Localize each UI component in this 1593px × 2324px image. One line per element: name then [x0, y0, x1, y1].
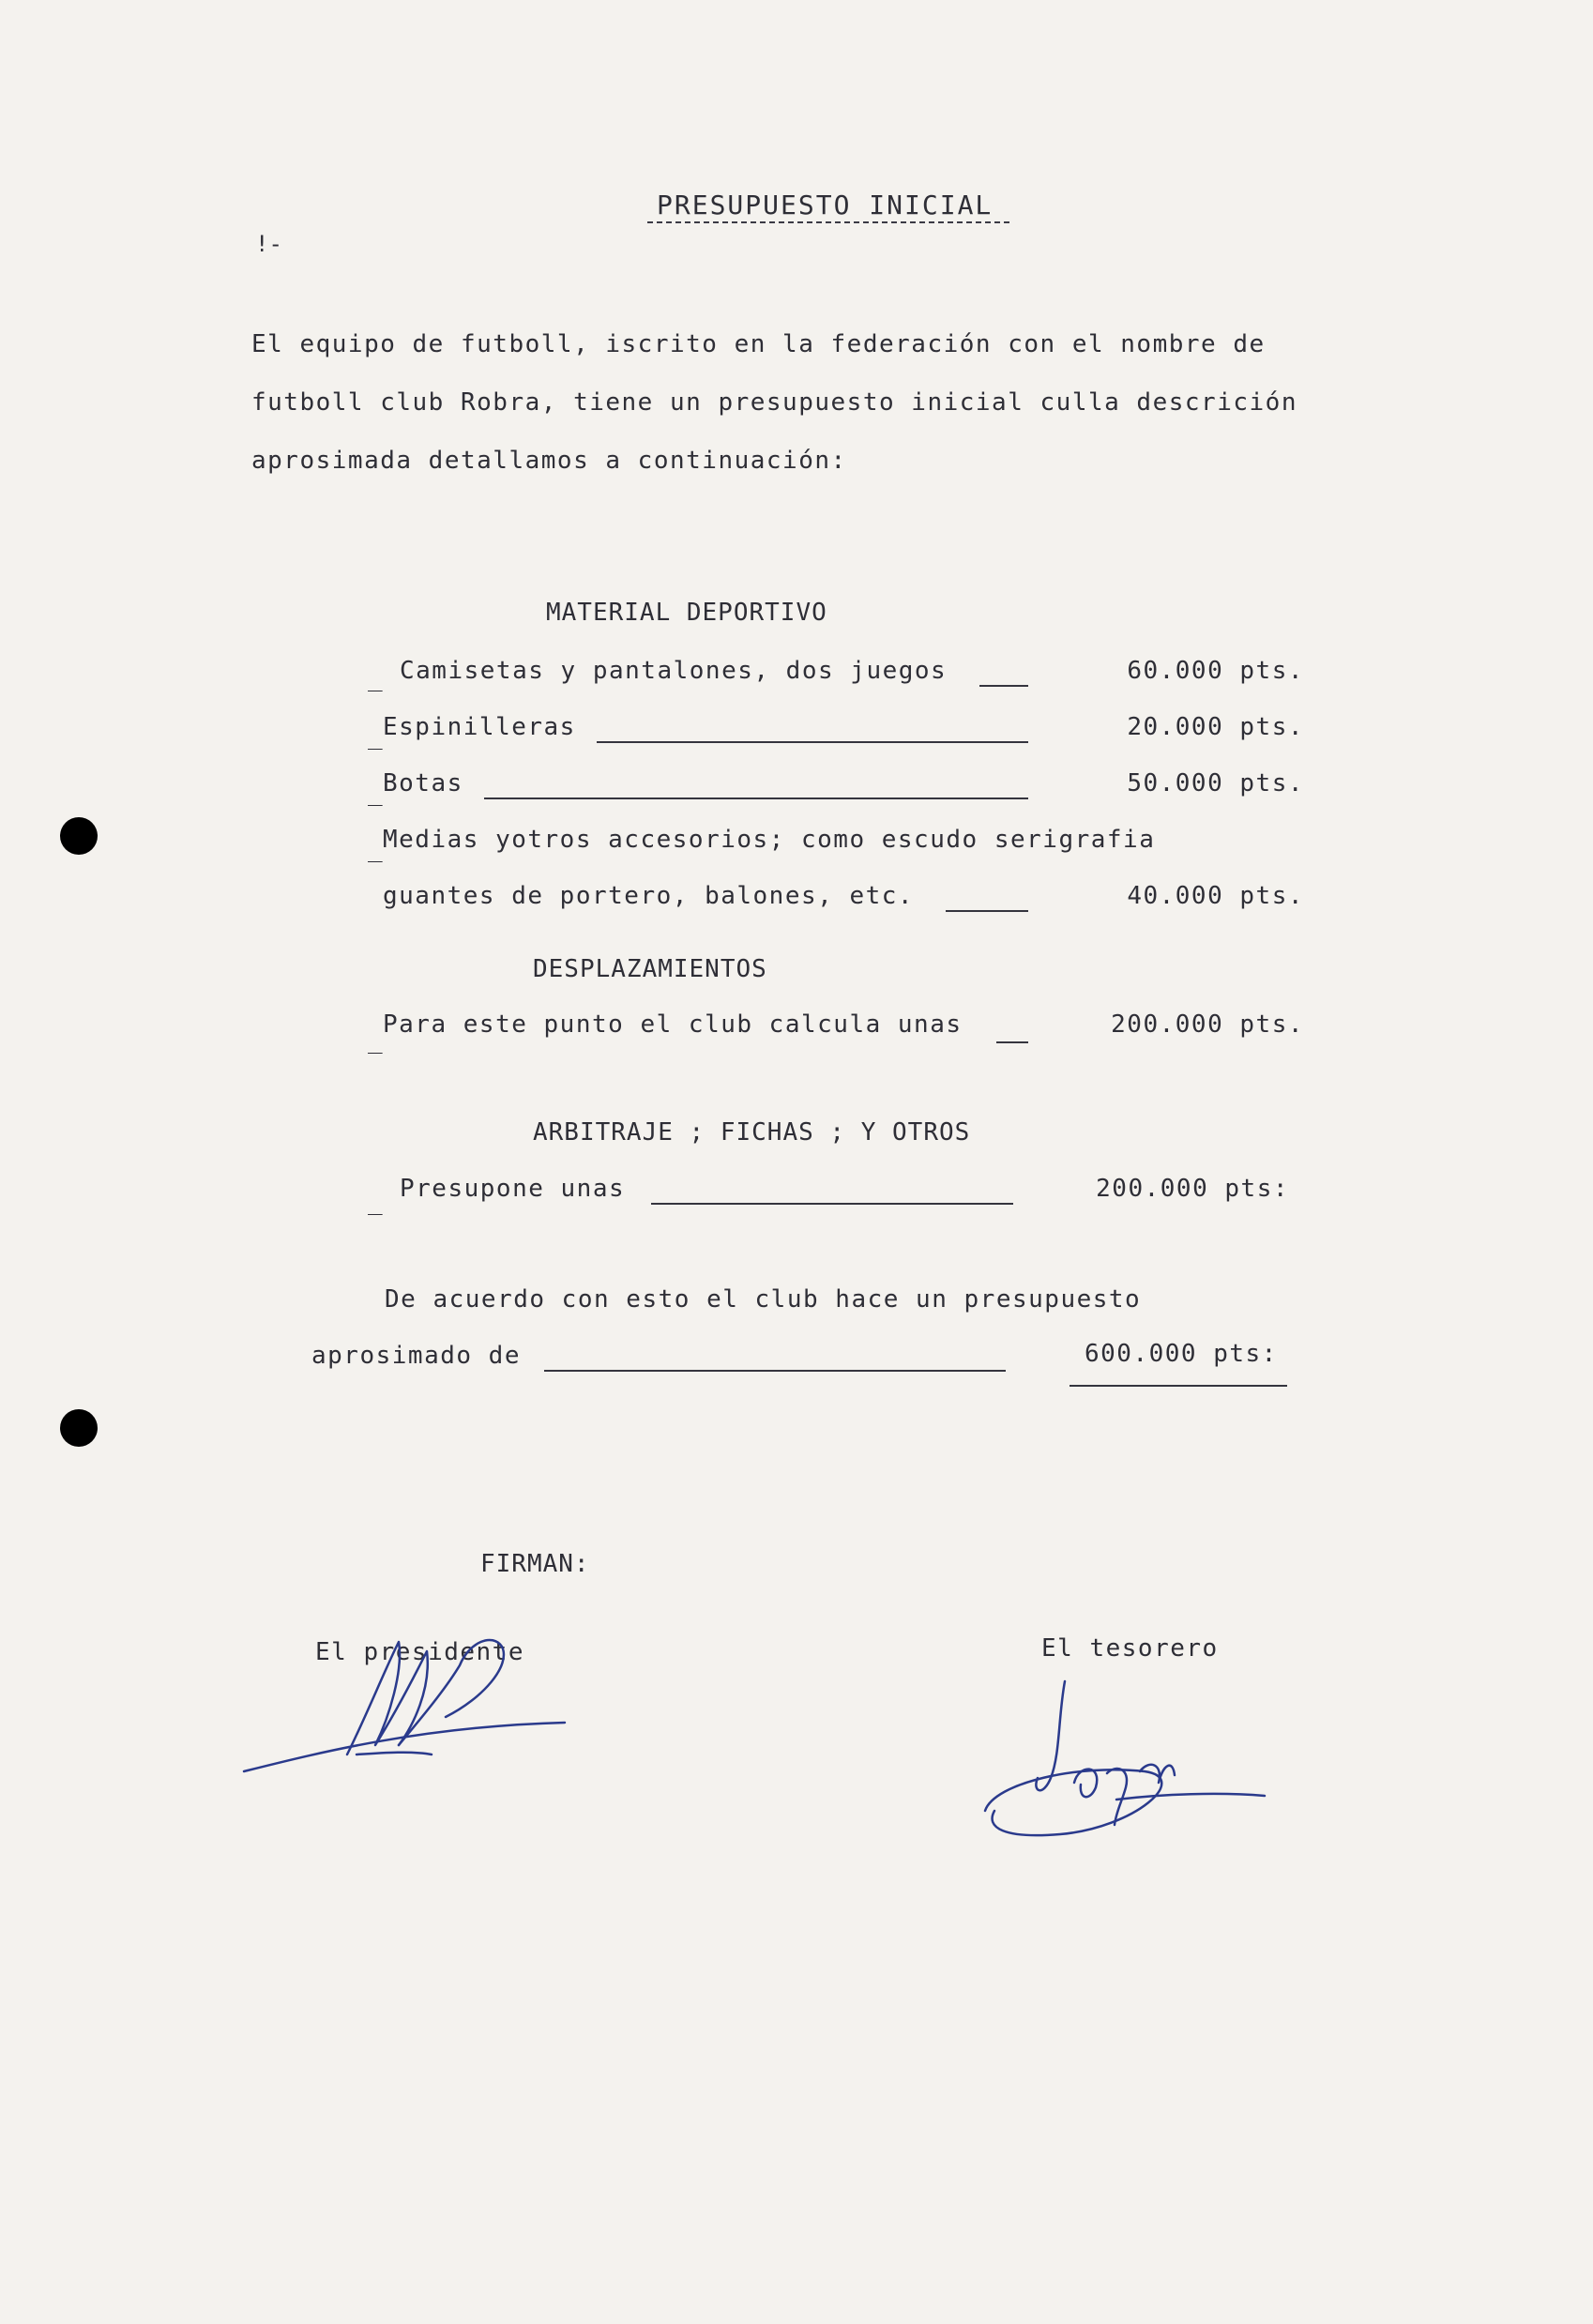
item-label: Medias yotros accesorios; como escudo serigrafia	[383, 826, 1156, 854]
intro-line: futboll club Robra, tiene un presupuesto inicial culla descrición	[251, 388, 1297, 417]
signature-label-treasurer: El tesorero	[1041, 1634, 1219, 1663]
item-bullet: _	[368, 1026, 385, 1055]
item-label: Botas	[383, 769, 463, 797]
summary-line-2: aprosimado de	[311, 1342, 521, 1370]
punch-hole-top	[60, 817, 98, 855]
item-bullet: _	[368, 779, 385, 807]
item-label: Presupone unas	[400, 1175, 626, 1203]
signatures-heading: FIRMAN:	[480, 1550, 590, 1578]
treasurer-signature-drawing	[976, 1670, 1276, 1848]
intro-paragraph	[251, 315, 1340, 490]
item-leader-line	[597, 741, 1028, 743]
intro-line: El equipo de futboll, iscrito en la federación con el nombre de	[251, 330, 1266, 358]
summary-amount: 600.000 pts:	[1085, 1340, 1278, 1368]
signature-label-president: El presidente	[315, 1638, 524, 1666]
item-leader-line	[996, 1041, 1028, 1043]
intro-line: aprosimada detallamos a continuación:	[251, 447, 847, 475]
item-label: Camisetas y pantalones, dos juegos	[400, 657, 948, 685]
item-amount: 60.000 pts.	[1127, 657, 1304, 685]
item-leader-line	[979, 685, 1028, 687]
item-label: Espinilleras	[383, 713, 576, 741]
item-leader-line	[946, 910, 1028, 912]
item-amount: 40.000 pts.	[1127, 882, 1304, 910]
item-label: guantes de portero, balones, etc.	[383, 882, 915, 910]
section-heading-desplazamientos: DESPLAZAMIENTOS	[533, 955, 767, 983]
item-amount: 20.000 pts.	[1127, 713, 1304, 741]
item-bullet: _	[368, 1188, 385, 1216]
document-title: PRESUPUESTO INICIAL	[657, 190, 994, 220]
section-heading-material: MATERIAL DEPORTIVO	[546, 599, 827, 627]
item-leader-line	[484, 797, 1028, 799]
item-amount: 200.000 pts.	[1111, 1010, 1304, 1039]
item-bullet: _	[368, 722, 385, 751]
item-amount: 50.000 pts.	[1127, 769, 1304, 797]
item-leader-line	[651, 1203, 1013, 1205]
item-bullet: _	[368, 664, 385, 692]
title-underline	[647, 221, 1009, 223]
item-amount: 200.000 pts:	[1096, 1175, 1289, 1203]
section-heading-arbitraje: ARBITRAJE ; FICHAS ; Y OTROS	[533, 1118, 971, 1147]
item-bullet: _	[368, 835, 385, 863]
summary-leader-line	[544, 1370, 1006, 1372]
summary-amount-underline	[1070, 1385, 1287, 1387]
summary-line-1: De acuerdo con esto el club hace un presupuesto	[385, 1285, 1142, 1314]
president-signature-drawing	[235, 1614, 572, 1783]
item-label: Para este punto el club calcula unas	[383, 1010, 963, 1039]
margin-mark: !-	[255, 231, 282, 257]
punch-hole-bottom	[60, 1409, 98, 1447]
